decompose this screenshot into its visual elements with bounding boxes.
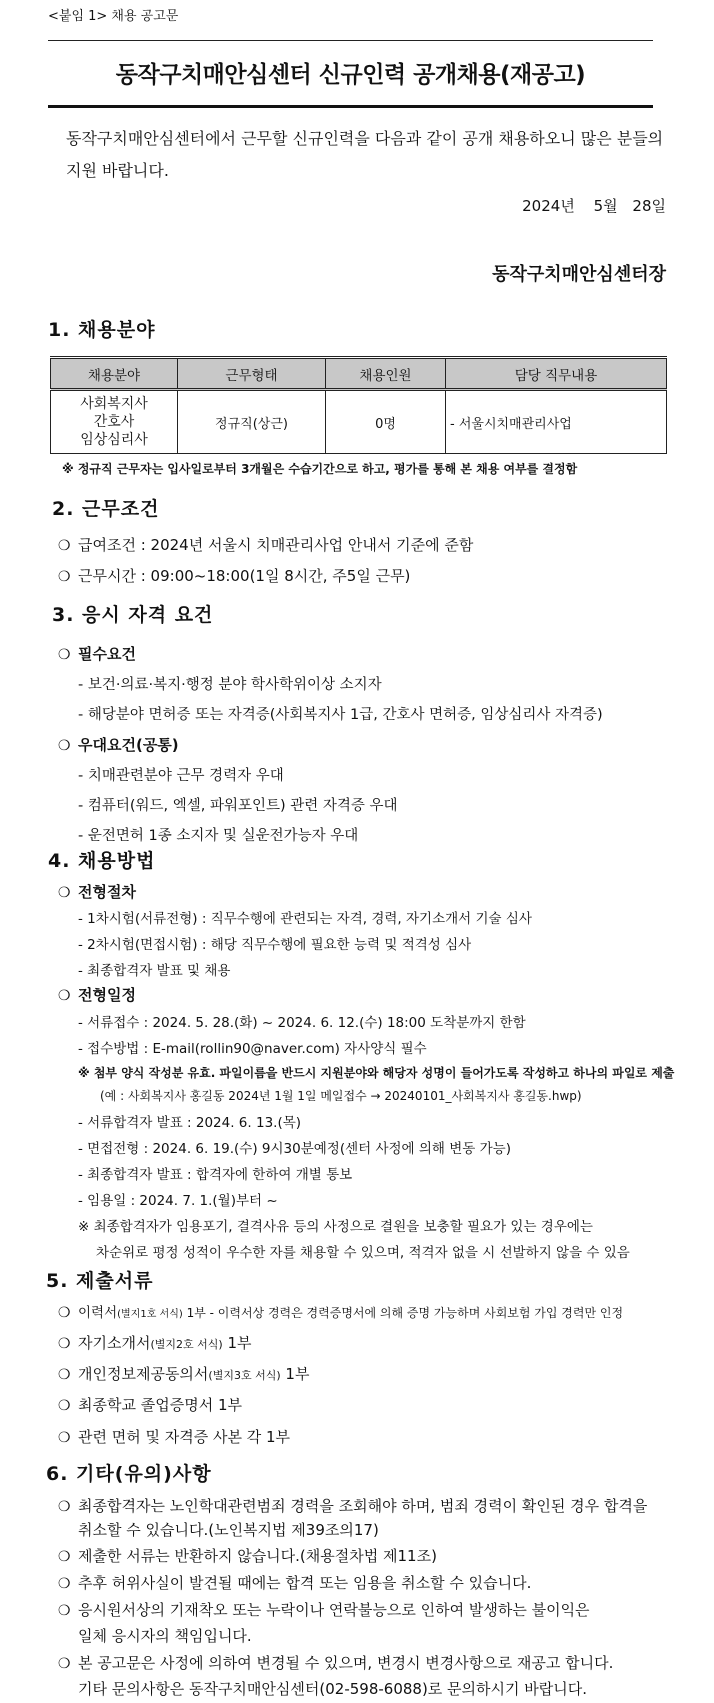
circle-bullet-icon: ❍ xyxy=(58,1499,71,1515)
notice-item xyxy=(58,1495,647,1516)
table-header: 근무형태 xyxy=(178,358,326,390)
doc-name: 이력서 xyxy=(78,1305,118,1321)
notice-text: 응시원서상의 기재착오 또는 누락이나 연락불능으로 인하여 발생하는 불이익은 xyxy=(78,1601,590,1619)
document-item xyxy=(58,1426,290,1447)
date-month: 5월 xyxy=(593,197,618,215)
page-title: 동작구치매안심센터 신규인력 공개채용(재공고) xyxy=(115,62,586,88)
issuer-signature: 동작구치매안심센터장 xyxy=(492,264,666,285)
position-name: 임상심리사 xyxy=(80,432,148,448)
required-title xyxy=(58,643,136,664)
notice-continuation: 기타 문의사항은 동작구치매안심센터(02-598-6088)로 문의하시기 바랍니다. xyxy=(78,1680,588,1698)
process-title xyxy=(58,881,136,902)
notice-item xyxy=(58,1652,613,1673)
list-item: - 면접전형 : 2024. 6. 19.(수) 9시30분예정(센터 사정에 의해 변동 가능) xyxy=(78,1141,511,1157)
list-item: - 서류합격자 발표 : 2024. 6. 13.(목) xyxy=(78,1115,302,1131)
list-item xyxy=(58,565,410,586)
table-header: 담당 직무내용 xyxy=(446,358,667,390)
section-3-heading: 3. 응시 자격 요건 xyxy=(52,604,214,626)
notice-item xyxy=(58,1572,531,1593)
headcount-cell: 0명 xyxy=(326,390,446,454)
section-4-heading: 4. 채용방법 xyxy=(48,850,156,872)
circle-bullet-icon: ❍ xyxy=(58,1603,71,1619)
date-day: 28일 xyxy=(632,197,666,215)
document-item xyxy=(58,1301,623,1321)
circle-bullet-icon: ❍ xyxy=(58,569,71,585)
table-header: 채용인원 xyxy=(326,358,446,390)
circle-bullet-icon: ❍ xyxy=(58,1549,71,1565)
doc-name: 자기소개서 xyxy=(78,1334,151,1352)
circle-bullet-icon: ❍ xyxy=(58,1576,71,1592)
attachment-label: <붙임 1> 채용 공고문 xyxy=(48,9,179,24)
list-item: - 임용일 : 2024. 7. 1.(월)부터 ~ xyxy=(78,1193,278,1209)
position-name: 사회복지사 xyxy=(80,396,148,412)
doc-detail: 1부 - 이력서상 경력은 경력증명서에 의해 증명 가능하며 사회보험 가입 경력만 인정 xyxy=(182,1306,624,1320)
circle-bullet-icon: ❍ xyxy=(58,1656,71,1672)
notice-text: 본 공고문은 사정에 의하여 변경될 수 있으며, 변경시 변경사항으로 재공고 합니다. xyxy=(78,1654,614,1672)
list-item: - 운전면허 1종 소지자 및 실운전가능자 우대 xyxy=(78,828,359,844)
list-item: - 컴퓨터(워드, 엑셀, 파워포인트) 관련 자격증 우대 xyxy=(78,798,398,814)
doc-form: (별지1호 서식) xyxy=(117,1309,183,1320)
list-item: - 최종합격자 발표 : 합격자에 한하여 개별 통보 xyxy=(78,1167,353,1183)
final-note-line-2: 차순위로 평정 성적이 우수한 자를 채용할 수 있으며, 적격자 없을 시 선발하지 않을 수 있음 xyxy=(96,1245,630,1261)
notice-text: 최종합격자는 노인학대관련범죄 경력을 조회해야 하며, 범죄 경력이 확인된 경우 합격을 xyxy=(78,1497,648,1515)
file-note-emphasis: 지원분야와 해당자 성명 xyxy=(320,1066,445,1080)
circle-bullet-icon: ❍ xyxy=(58,738,71,754)
announcement-date xyxy=(516,195,666,216)
notice-continuation: 취소할 수 있습니다.(노인복지법 제39조의17) xyxy=(78,1521,379,1539)
section-6-heading: 6. 기타(유의)사항 xyxy=(46,1463,212,1485)
schedule-title-text: 전형일정 xyxy=(78,986,136,1004)
list-item: - 접수방법 : E-mail(rollin90@naver.com) 자사양식 필수 xyxy=(78,1041,427,1057)
intro-line-2: 지원 바랍니다. xyxy=(66,161,169,180)
circle-bullet-icon: ❍ xyxy=(58,1398,71,1414)
list-item: - 보건·의료·복지·행정 분야 학사학위이상 소지자 xyxy=(78,677,382,693)
circle-bullet-icon: ❍ xyxy=(58,538,71,554)
schedule-title xyxy=(58,984,136,1005)
intro-line-1: 동작구치매안심센터에서 근무할 신규인력을 다음과 같이 공개 채용하오니 많은 분들의 xyxy=(66,129,664,148)
circle-bullet-icon: ❍ xyxy=(58,1367,71,1383)
recruitment-table xyxy=(50,356,667,454)
list-item: - 1차시험(서류전형) : 직무수행에 관련되는 자격, 경력, 자기소개서 기술 심사 xyxy=(78,911,532,927)
list-item: - 서류접수 : 2024. 5. 28.(화) ~ 2024. 6. 12.(수) 18:00 도착분까지 한함 xyxy=(78,1015,526,1031)
section-2-heading: 2. 근무조건 xyxy=(52,498,160,520)
notice-item xyxy=(58,1599,590,1620)
work-type-cell: 정규직(상근) xyxy=(178,390,326,454)
position-name: 간호사 xyxy=(93,414,135,430)
circle-bullet-icon: ❍ xyxy=(58,1305,71,1321)
section-5-heading: 5. 제출서류 xyxy=(46,1270,154,1292)
process-title-text: 전형절차 xyxy=(78,883,136,901)
date-year: 2024년 xyxy=(522,197,575,215)
document-item xyxy=(58,1394,242,1415)
file-naming-note xyxy=(78,1064,674,1081)
table-header: 채용분야 xyxy=(51,358,178,390)
file-note-prefix: ※ 첨부 양식 작성분 유효. 파일이름을 반드시 xyxy=(78,1066,321,1080)
final-note-line-1: ※ 최종합격자가 임용포기, 결격사유 등의 사정으로 결원을 보충할 필요가 있는 경우에는 xyxy=(78,1219,593,1235)
salary-condition: 급여조건 : 2024년 서울시 치매관리사업 안내서 기준에 준함 xyxy=(78,536,474,554)
section-1-heading: 1. 채용분야 xyxy=(48,319,156,341)
working-hours: 근무시간 : 09:00~18:00(1일 8시간, 주5일 근무) xyxy=(78,567,411,585)
doc-name: 개인정보제공동의서 xyxy=(78,1365,209,1383)
list-item: - 해당분야 면허증 또는 자격증(사회복지사 1급, 간호사 면허증, 임상심리사 자격증) xyxy=(78,707,603,723)
circle-bullet-icon: ❍ xyxy=(58,647,71,663)
circle-bullet-icon: ❍ xyxy=(58,885,71,901)
circle-bullet-icon: ❍ xyxy=(58,1336,71,1352)
circle-bullet-icon: ❍ xyxy=(58,1430,71,1446)
list-item: - 2차시험(면접시험) : 해당 직무수행에 필요한 능력 및 적격성 심사 xyxy=(78,937,472,953)
required-title-text: 필수요건 xyxy=(78,645,136,663)
notice-text: 제출한 서류는 반환하지 않습니다.(채용절차법 제11조) xyxy=(78,1547,437,1565)
preferred-title xyxy=(58,734,179,755)
circle-bullet-icon: ❍ xyxy=(58,988,71,1004)
list-item: - 치매관련분야 근무 경력자 우대 xyxy=(78,768,284,784)
document-item xyxy=(58,1363,309,1384)
probation-note: ※ 정규직 근무자는 입사일로부터 3개월은 수습기간으로 하고, 평가를 통해 본 채용 여부를 결정함 xyxy=(62,462,578,476)
doc-form: (별지3호 서식) xyxy=(208,1369,281,1382)
notice-item xyxy=(58,1545,437,1566)
file-note-suffix: 이 들어가도록 작성하고 하나의 파일로 제출 xyxy=(444,1066,675,1080)
top-divider xyxy=(48,40,653,41)
title-divider xyxy=(48,105,653,108)
doc-form: (별지2호 서식) xyxy=(150,1338,223,1351)
table-row xyxy=(51,390,667,454)
notice-text: 추후 허위사실이 발견될 때에는 합격 또는 임용을 취소할 수 있습니다. xyxy=(78,1574,532,1592)
doc-name: 최종학교 졸업증명서 1부 xyxy=(78,1396,242,1414)
preferred-title-text: 우대요건(공통) xyxy=(78,736,179,754)
duty-cell: - 서울시치매관리사업 xyxy=(446,390,667,454)
list-item: - 최종합격자 발표 및 채용 xyxy=(78,963,231,979)
positions-cell xyxy=(51,390,178,454)
doc-detail: 1부 xyxy=(280,1365,310,1383)
list-item xyxy=(58,534,473,555)
doc-detail: 1부 xyxy=(222,1334,252,1352)
document-item xyxy=(58,1332,251,1353)
doc-name: 관련 면허 및 자격증 사본 각 1부 xyxy=(78,1428,291,1446)
file-naming-example: (예 : 사회복지사 홍길동 2024년 1월 1일 메일접수 → 20240101_사회복지사 홍길동.hwp) xyxy=(100,1089,582,1103)
notice-continuation: 일체 응시자의 책임입니다. xyxy=(78,1627,252,1645)
